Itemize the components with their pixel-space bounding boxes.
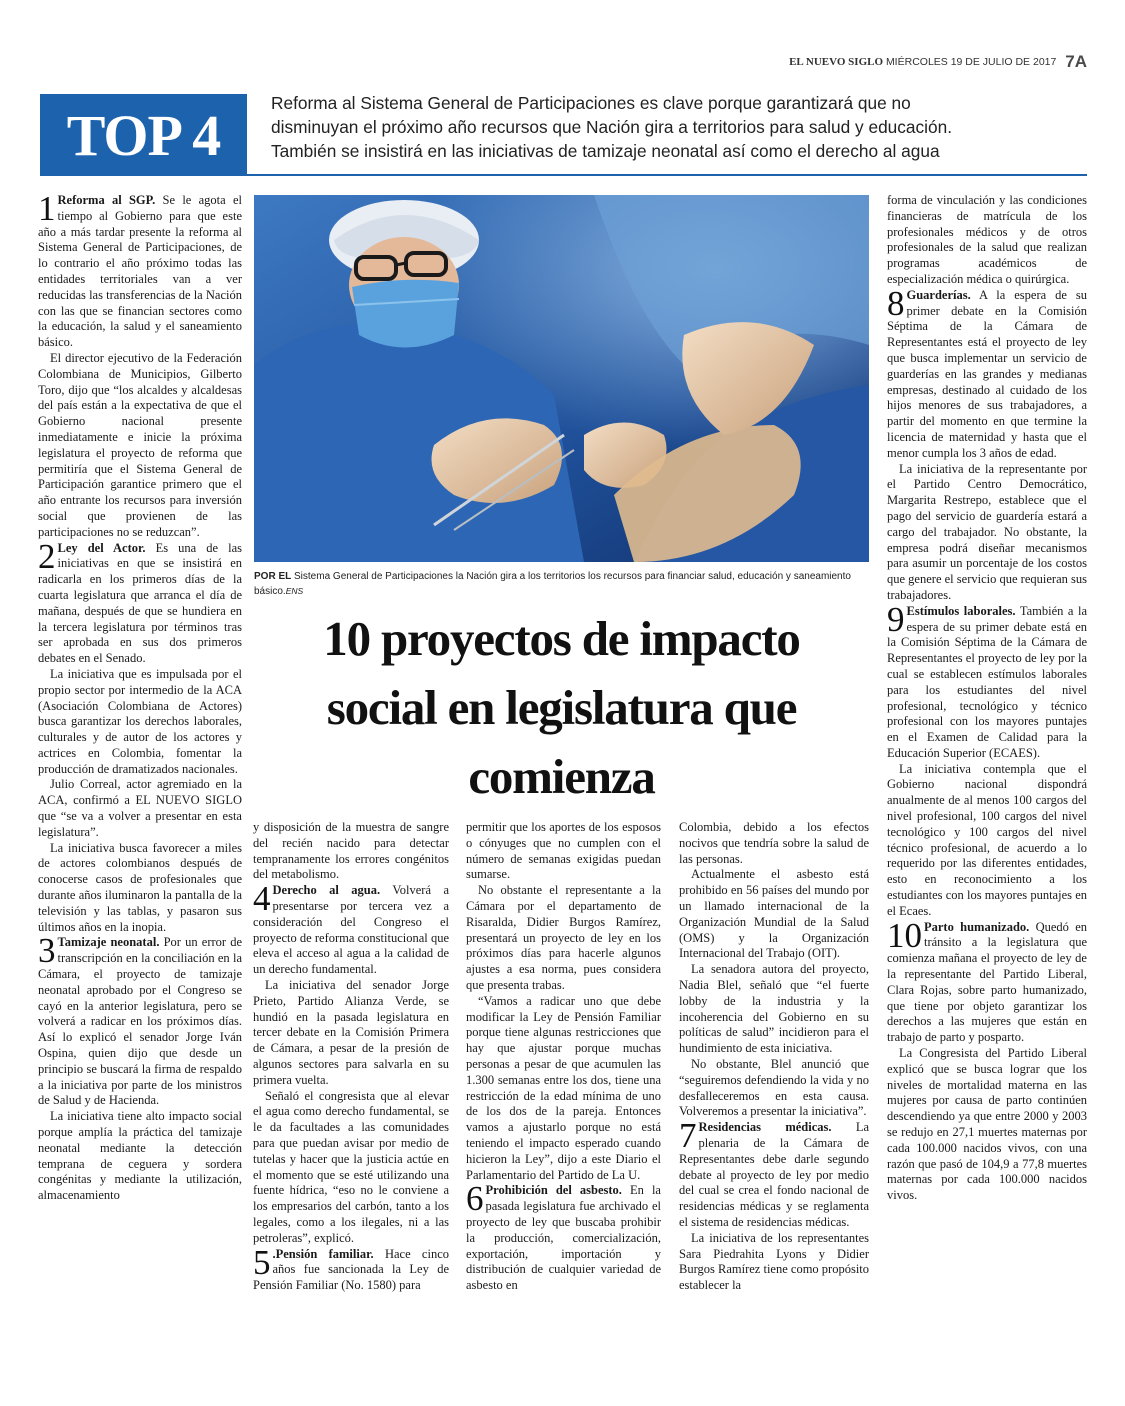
- item-6-paragraph: 6 Prohibición del asbesto. En la pasada legislatura fue archivado el proyecto de ley que buscaba prohibir la producción, comercialización, exportación, importación y distribución de cualquier variedad de asbesto en: [466, 1179, 661, 1293]
- publication-name: EL NUEVO SIGLO: [789, 56, 884, 68]
- issue-date: MIÉRCOLES 19 DE JULIO DE 2017: [885, 56, 1057, 68]
- body-paragraph: “Vamos a radicar uno que debe modificar la Ley de Pensión Familiar porque tiene algunas restricciones que hay que ajustar porque muchas personas a pesar de que acumulen las 1.300 semanas entre los dos, tiene una restricción de la edad mínima de uno de los dos de la pareja. Entonces vamos a ajustarlo porque no está teniendo el impacto esperado cuando hicieron la Ley”, dijo a este Diario el Parlamentario del Partido de La U.: [466, 993, 661, 1182]
- header-divider: [247, 174, 1087, 176]
- body-paragraph: La iniciativa busca favorecer a miles de actores colombianos después de conocerse casos de profesionales que durante años iluminaron la pantalla de la televisión y las tablas, y pasaron sus últimos años en la inopia.: [38, 840, 242, 934]
- body-paragraph: La iniciativa de los representantes Sara Piedrahita Lyons y Didier Burgos Ramírez tiene como propósito establecer la: [679, 1230, 870, 1293]
- item-title: Tamizaje neonatal.: [57, 935, 160, 950]
- item-4-paragraph: 4 Derecho al agua. Volverá a presentarse por tercera vez a consideración del Congreso el proyecto de reforma constitucional que eleva el acceso al agua a la calidad de un derecho fundamental.: [253, 879, 449, 977]
- item-9-paragraph: 9 Estímulos laborales. También a la espera de su primer debate está en la Comisión Séptima de la Cámara de Representantes el proyecto de ley por la cual se establecen estímulos laborales para los estudiantes del nivel profesional, tecnológico y técnico profesional con los mayores puntajes en el Examen de Calidad para la Educación Superior (ECAES).: [887, 599, 1087, 760]
- body-paragraph: Colombia, debido a los efectos nocivos que tendría sobre la salud de las personas.: [679, 820, 869, 866]
- caption-text: Sistema General de Participaciones la Nación gira a los territorios los recursos para financiar salud, educación y saneamiento básico.: [254, 571, 851, 597]
- item-title: Estímulos laborales.: [906, 603, 1016, 618]
- item-number: 6: [466, 1179, 484, 1219]
- body-paragraph: La iniciativa de la representante por el Partido Centro Democrático, Margarita Restrepo, establece que el pago del servicio de guardería estará a cargo del trabajador. No obstante, la empresa podrá diseñar mecanismos para asumir un porcentaje de los costos que genere el servicio que requieran sus trabajadores.: [887, 461, 1087, 602]
- body-paragraph: La iniciativa que es impulsada por el propio sector por intermedio de la ACA (Asociación Colombiana de Actores) busca garantizar los derechos laborales, culturales y de autor de los actores y actrices en Colombia, fomentar la producción de dramatizados nacionales.: [38, 666, 242, 776]
- summary-line: Reforma al Sistema General de Participaciones es clave porque garantizará que no: [271, 93, 911, 113]
- body-paragraph: No obstante, Blel anunció que “seguiremos defendiendo la vida y no desfalleceremos en esta causa. Volveremos a presentar la iniciativa”.: [679, 1056, 869, 1119]
- body-paragraph: La iniciativa del senador Jorge Prieto, Partido Alianza Verde, se hundió en la pasada legislatura en tercer debate en la Comisión Primera de Cámara, a pesar de la presión de algunos sectores para salvarla en su primera vuelta.: [253, 977, 449, 1087]
- article-column-3: [466, 820, 661, 1294]
- body-paragraph: Julio Correal, actor agremiado en la ACA, confirmó a EL NUEVO SIGLO que “se va a volver a presentar en esta legislatura”.: [38, 777, 242, 839]
- item-number: 10: [887, 915, 922, 955]
- body-paragraph: forma de vinculación y las condiciones financieras de matrícula de los profesionales médicos y de otros profesionales de la salud que realizan programas académicos de especialización médica o quirúrgica.: [887, 193, 1087, 286]
- article-column-2: [253, 820, 449, 1294]
- caption-lead: POR EL: [254, 571, 292, 582]
- body-paragraph: permitir que los aportes de los esposos o cónyuges que no cumplen con el número de semanas exigidas puedan sumarse.: [466, 820, 661, 882]
- item-title: Prohibición del asbesto.: [485, 1183, 622, 1198]
- item-number: 3: [38, 931, 56, 971]
- article-column-1: [38, 189, 243, 1204]
- body-paragraph: Señaló el congresista que al elevar el agua como derecho fundamental, se le da facultades a las comunidades para que puedan avisar por medio de tutelas y hacer que la justicia actúe en el momento que se esté utilizando una fuente hídrica, “eso no le conviene a los empresarios del carbón, tanto a los legales, como a los ilegales, ni a las petroleras”, explicó.: [253, 1088, 449, 1245]
- item-number: 1: [38, 189, 56, 228]
- article-photo: [254, 195, 869, 562]
- headline-line: comienza: [468, 749, 655, 804]
- headline-line: 10 proyectos de impacto: [323, 611, 800, 666]
- item-number: 7: [679, 1116, 697, 1156]
- body-paragraph: La iniciativa contempla que el Gobierno nacional dispondrá anualmente de al menos 100 cargos del nivel profesional, 100 cargos del nivel tecnológico y 100 cargos del nivel técnico profesional, de acuerdo a lo requerido por las diferentes entidades, esto en reconocimiento a los estudiantes con los mayores puntajes en el Ecaes.: [887, 761, 1087, 918]
- page-header: [789, 52, 1087, 72]
- item-title: Guarderías.: [906, 287, 971, 302]
- item-2-paragraph: 2 Ley del Actor. Es una de las iniciativas en que se insistirá en radicarla en los primeros días de la cuarta legislatura que arranca el día de mañana, después de que se hundiera en la tercera legislatura por términos tras ser aprobada en sus dos primeros debates en el Senado.: [38, 536, 242, 666]
- body-paragraph: Actualmente el asbesto está prohibido en 56 países del mundo por un llamado internacional de la Organización Mundial de la Salud (OMS) y la Organización Internacional del Trabajo (OIT).: [679, 867, 869, 961]
- item-title: Ley del Actor.: [57, 540, 146, 555]
- article-headline: [254, 604, 869, 811]
- item-title: Parto humanizado.: [924, 919, 1030, 934]
- item-number: 2: [38, 536, 56, 576]
- summary-line: También se insistirá en las iniciativas de tamizaje neonatal así como el derecho al agua: [271, 141, 940, 161]
- item-10-paragraph: 10 Parto humanizado. Quedó en tránsito a la legislatura que comienza mañana el proyecto de ley de la representante del Partido Liberal, Clara Rojas, sobre parto humanizado, que tiene por objeto garantizar los derechos a las mujeres que están en trabajo de parto y posparto.: [887, 915, 1087, 1045]
- photo-caption: [254, 569, 869, 599]
- section-label: TOP 4: [40, 94, 247, 176]
- page-number: 7A: [1065, 52, 1087, 71]
- item-3-paragraph: 3 Tamizaje neonatal. Por un error de transcripción en la conciliación en la Cámara, el proyecto de tamizaje neonatal aprobado por el Congreso se cayó en la anterior legislatura, pero se volverá a radicar en los próximos días. Así lo explicó el senador Jorge Iván Ospina, quien dijo que desde un principio se buscará la firma de respaldo a la iniciativa por parte de los ministros de Salud y de Hacienda.: [38, 931, 243, 1108]
- body-paragraph: La senadora autora del proyecto, Nadia Blel, señaló que “el fuerte lobby de la industria y la incoherencia del Gobierno en su políticas de salud” incidieron para el hundimiento de esta iniciativa.: [679, 962, 869, 1056]
- item-8-paragraph: 8 Guarderías. A la espera de su primer debate en la Comisión Séptima de la Cámara de Representantes está el proyecto de ley que busca implementar un servicio de guarderías en las grandes y medianas empresas, destinado al cuidado de los hijos menores de sus trabajadores, a partir del momento en que termine la licencia de maternidad y hasta que el menor cumpla los 3 años de edad.: [887, 283, 1087, 460]
- body-paragraph: y disposición de la muestra de sangre del recién nacido para detectar tempranamente los errores congénitos del metabolismo.: [253, 820, 449, 882]
- body-paragraph: La iniciativa tiene alto impacto social porque amplía la práctica del tamizaje neonatal mediante la detección temprana de ceguera y sordera congénitas y mediante la utilización, almacenamiento: [38, 1109, 242, 1203]
- item-title: .Pensión familiar.: [272, 1246, 374, 1261]
- photo-credit: ENS: [285, 586, 304, 596]
- item-title: Derecho al agua.: [272, 883, 381, 898]
- item-number: 9: [887, 599, 905, 639]
- summary-deck: [271, 91, 1071, 163]
- article-column-4: [679, 820, 869, 1294]
- body-paragraph: La Congresista del Partido Liberal explicó que se busca lograr que los niveles de mortalidad materna en las mujeres por causa de parto continúen descendiendo ya que entre 2000 y 2003 se redujo en 27,1 muertes maternas por cada 100.000 nacidos vivos, con una razón que pasó de 104,9 a 77,8 muertes maternas por cada 100.000 nacidos vivos.: [887, 1046, 1087, 1203]
- item-number: 5: [253, 1242, 271, 1282]
- item-1-paragraph: 1 Reforma al SGP. Se le agota el tiempo al Gobierno para que este año a más tardar presente la reforma al Sistema General de Participaciones, de lo contrario el año próximo todas las entidades territoriales van a ver reducidas las transferencias de la Nación con las que se financian sectores como la educación, la salud y el saneamiento básico.: [38, 189, 242, 350]
- summary-line: disminuyan el próximo año recursos que Nación gira a territorios para salud y educación.: [271, 117, 953, 137]
- body-paragraph: El director ejecutivo de la Federación Colombiana de Municipios, Gilberto Toro, dijo que “los alcaldes y alcaldesas del país están a la expectativa de que el Gobierno nacional presente inmediatamente e inicie la próxima legislatura el proyecto de reforma que permitiría que el Sistema General de Participación garantice primero que el año entrante los recursos para inversión social que provienen de las participaciones no se reduzcan”.: [38, 350, 242, 539]
- article-column-5: [887, 193, 1087, 1204]
- body-paragraph: No obstante el representante a la Cámara por el departamento de Risaralda, Didier Burgos Ramírez, presentará un proyecto de ley en los próximos días para hacerle algunos ajustes a esa norma, pues considera que presenta trabas.: [466, 883, 661, 992]
- item-number: 4: [253, 879, 271, 919]
- item-5-paragraph: 5 .Pensión familiar. Hace cinco años fue sancionada la Ley de Pensión Familiar (No. 1580) para: [253, 1242, 449, 1293]
- headline-line: social en legislatura que: [326, 680, 797, 735]
- item-title: Reforma al SGP.: [57, 193, 156, 207]
- item-7-paragraph: 7 Residencias médicas. La plenaria de la Cámara de Representantes debe darle segundo debate al proyecto de ley por medio del cual se crea el fondo nacional de residencias médicas y se reglamenta el sistema de residencias médicas.: [679, 1116, 869, 1229]
- surgeon-photo-image: [254, 195, 869, 562]
- item-title: Residencias médicas.: [698, 1120, 832, 1135]
- item-number: 8: [887, 283, 905, 323]
